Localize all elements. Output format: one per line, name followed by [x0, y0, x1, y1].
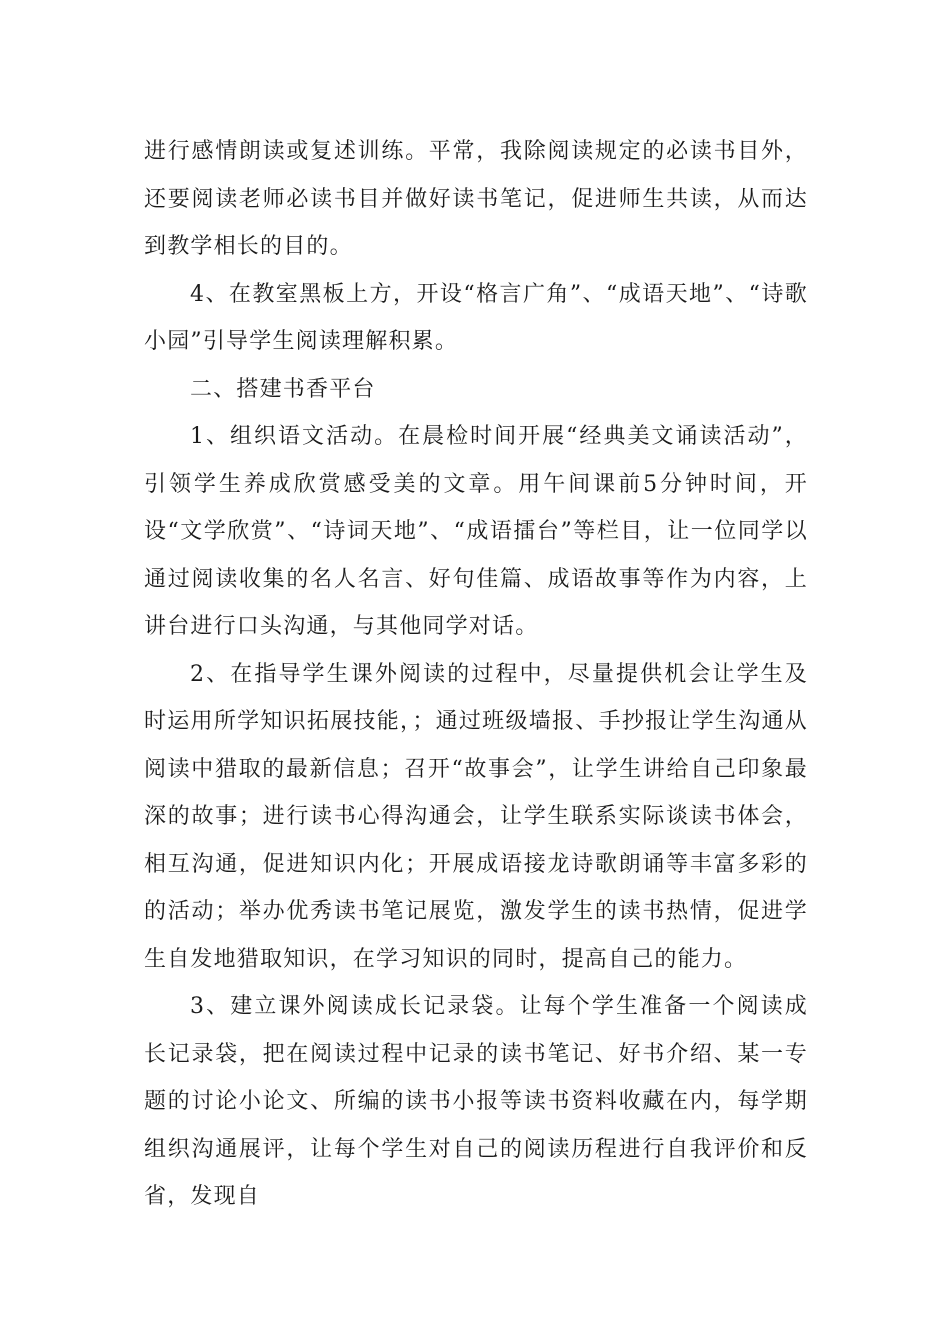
section-heading-platform: 二、搭建书香平台 [190, 376, 376, 402]
paragraph-reading-notes: 进行感情朗读或复述训练。平常，我除阅读规定的必读书目外，还要阅读老师必读书目并做好读书笔记，促进师生共读，从而达到教学相长的目的。 [144, 139, 808, 259]
paragraph-extracurricular-guidance: 2、在指导学生课外阅读的过程中，尽量提供机会让学生及时运用所学知识拓展技能，；通过班级墙报、手抄报让学生沟通从阅读中猎取的最新信息；召开“故事会”，让学生讲给自己印象最深的故事；进行读书心得沟通会，让学生联系实际谈读书体会，相互沟通，促进知识内化；开展成语接龙诗歌朗诵等丰富多彩的的活动；举办优秀读书笔记展览，激发学生的读书热情，促进学生自发地猎取知识，在学习知识的同时，提高自己的能力。 [144, 661, 808, 972]
paragraph-classroom-corners: 4、在教室黑板上方，开设“格言广角”、“成语天地”、“诗歌小园”引导学生阅读理解积累。 [144, 281, 808, 354]
document-body [144, 128, 808, 1221]
paragraph-growth-record-bag: 3、建立课外阅读成长记录袋。让每个学生准备一个阅读成长记录袋，把在阅读过程中记录的读书笔记、好书介绍、某一专题的讨论小论文、所编的读书小报等读书资料收藏在内，每学期组织沟通展评，让每个学生对自己的阅读历程进行自我评价和反省，发现自 [144, 994, 808, 1209]
paragraph-language-activities: 1、组织语文活动。在晨检时间开展“经典美文诵读活动”，引领学生养成欣赏感受美的文章。用午间课前5分钟时间，开设“文学欣赏”、“诗词天地”、“成语擂台”等栏目，让一位同学以通过阅读收集的名人名言、好句佳篇、成语故事等作为内容，上讲台进行口头沟通，与其他同学对话。 [144, 424, 808, 639]
